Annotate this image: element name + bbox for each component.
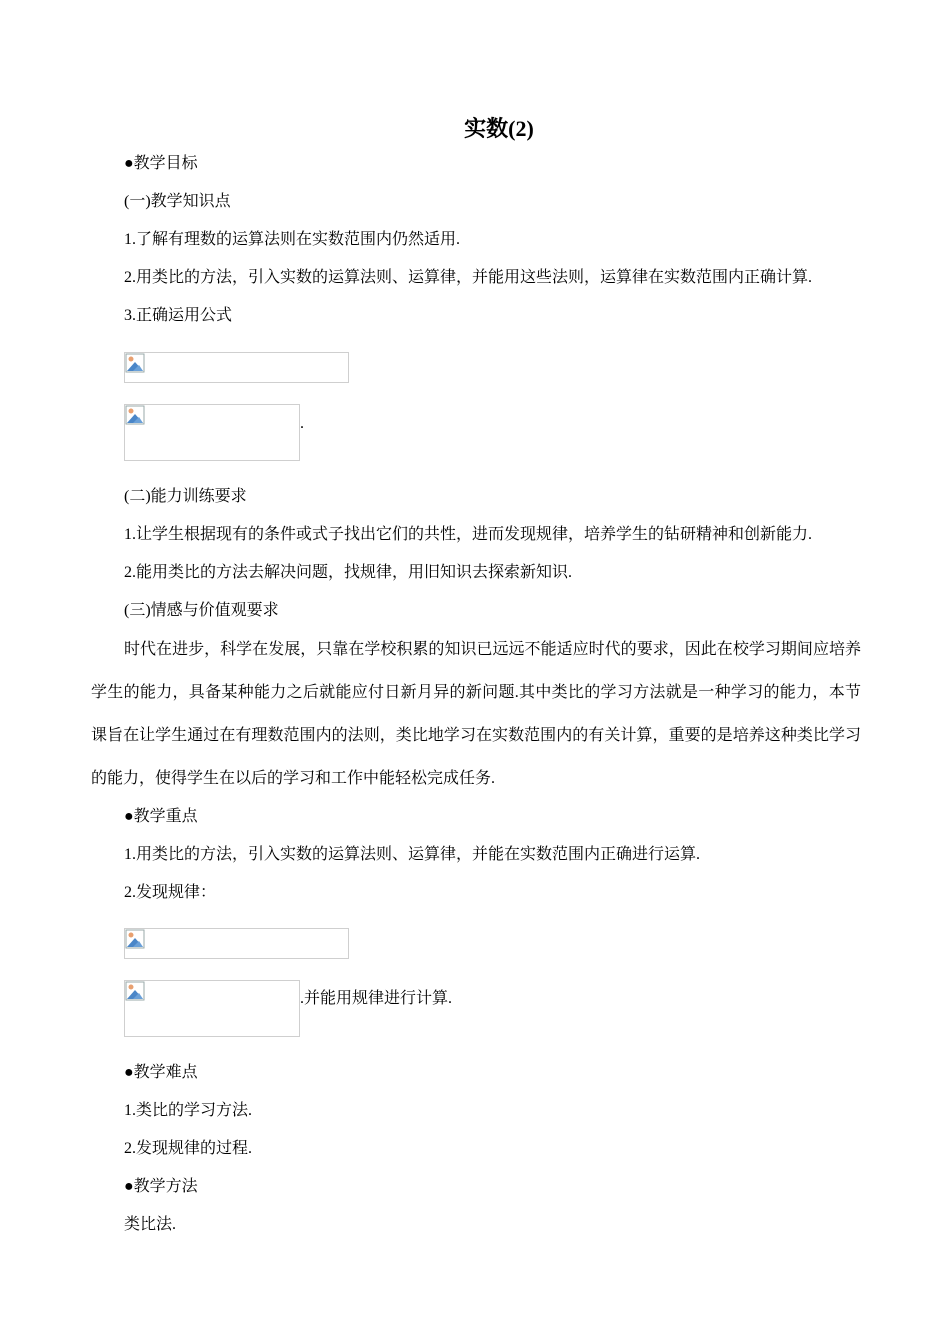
formula-image-2 bbox=[124, 404, 300, 461]
broken-image-icon bbox=[125, 981, 145, 1001]
formula-image-1 bbox=[124, 352, 349, 383]
key-point-1: 1.用类比的方法，引入实数的运算法则、运算律，并能在实数范围内正确进行运算. bbox=[124, 846, 701, 863]
formula-image-3 bbox=[124, 928, 349, 959]
ability-item-1: 1.让学生根据现有的条件或式子找出它们的共性，进而发现规律，培养学生的钻研精神和创新能力. bbox=[124, 526, 813, 543]
section-heading-difficulties: ●教学难点 bbox=[124, 1064, 198, 1081]
section-heading-goals: ●教学目标 bbox=[124, 155, 198, 172]
section-heading-key-points: ●教学重点 bbox=[124, 808, 198, 825]
knowledge-item-1: 1.了解有理数的运算法则在实数范围内仍然适用. bbox=[124, 231, 461, 248]
difficulty-item-1: 1.类比的学习方法. bbox=[124, 1102, 253, 1119]
formula-trailing-period: . bbox=[300, 415, 304, 432]
key-point-2: 2.发现规律： bbox=[124, 884, 217, 901]
formula-image-4 bbox=[124, 980, 300, 1037]
section-heading-methods: ●教学方法 bbox=[124, 1178, 198, 1195]
subheading-knowledge: (一)教学知识点 bbox=[124, 193, 231, 210]
broken-image-icon bbox=[125, 929, 145, 949]
page-title: 实数(2) bbox=[464, 116, 534, 141]
subheading-ability: (二)能力训练要求 bbox=[124, 488, 247, 505]
broken-image-icon bbox=[125, 353, 145, 373]
ability-item-2: 2.能用类比的方法去解决问题，找规律，用旧知识去探索新知识. bbox=[124, 564, 573, 581]
broken-image-icon bbox=[125, 405, 145, 425]
knowledge-item-2: 2.用类比的方法，引入实数的运算法则、运算律，并能用这些法则，运算律在实数范围内正确计算. bbox=[124, 269, 813, 286]
rule-trailing-text: .并能用规律进行计算. bbox=[300, 990, 453, 1007]
difficulty-item-2: 2.发现规律的过程. bbox=[124, 1140, 253, 1157]
values-paragraph: 时代在进步，科学在发展，只靠在学校积累的知识已远远不能适应时代的要求，因此在校学习期间应培养学生的能力，具备某种能力之后就能应付日新月异的新问题.其中类比的学习方法就是一种学习的能力，本节课旨在让学生通过在有理数范围内的法则，类比地学习在实数范围内的有关计算，重要的是培养这种类比学习的能力，使得学生在以后的学习和工作中能轻松完成任务. bbox=[91, 641, 861, 787]
method-item-1: 类比法. bbox=[124, 1216, 177, 1233]
knowledge-item-3: 3.正确运用公式 bbox=[124, 307, 233, 324]
subheading-values: (三)情感与价值观要求 bbox=[124, 602, 279, 619]
